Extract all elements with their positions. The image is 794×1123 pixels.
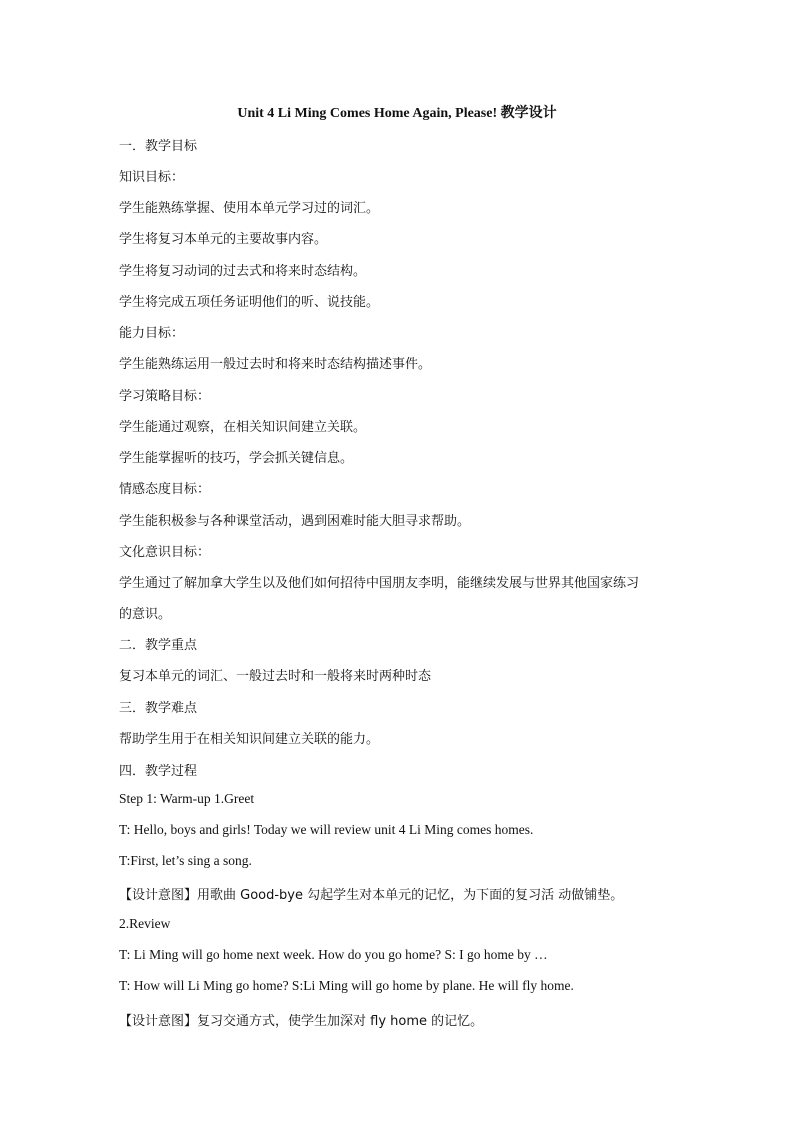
paragraph-line: 学生将复习本单元的主要故事内容。 [119,232,328,247]
step-heading: Step 1: Warm-up 1.Greet [119,791,255,806]
subheading-strategy-goals: 学习策略目标： [119,389,211,404]
design-intent-note: 【设计意图】用歌曲 Good-bye 勾起学生对本单元的记忆，为下面的复习活 动做铺垫。 [119,888,624,903]
paragraph-line: 学生能通过观察，在相关知识间建立关联。 [119,420,367,435]
paragraph-line: 学生将复习动词的过去式和将来时态结构。 [119,264,367,279]
dialogue-line: T:First, let’s sing a song. [119,853,252,868]
section-heading-key-points: 二．教学重点 [119,638,198,653]
subheading-knowledge-goals: 知识目标： [119,170,185,185]
paragraph-line: 学生能掌握听的技巧，学会抓关键信息。 [119,451,354,466]
paragraph-line: 学生能熟练掌握、使用本单元学习过的词汇。 [119,201,380,216]
paragraph-line: 学生能熟练运用一般过去时和将来时态结构描述事件。 [119,357,432,372]
dialogue-line: T: Li Ming will go home next week. How do you go home? S: I go home by … [119,947,548,962]
dialogue-line: T: How will Li Ming go home? S:Li Ming will go home by plane. He will fly home. [119,978,574,993]
document-title: Unit 4 Li Ming Comes Home Again, Please! 教学设计 [237,106,557,121]
paragraph-line: 学生能积极参与各种课堂活动，遇到困难时能大胆寻求帮助。 [119,514,471,529]
section-heading-difficulties: 三．教学难点 [119,701,198,716]
design-intent-note: 【设计意图】复习交通方式，使学生加深对 fly home 的记忆。 [119,1014,484,1029]
subheading-attitude-goals: 情感态度目标： [119,482,211,497]
step-heading: 2.Review [119,916,171,931]
subheading-ability-goals: 能力目标： [119,326,185,341]
dialogue-line: T: Hello, boys and girls! Today we will review unit 4 Li Ming comes homes. [119,822,534,837]
paragraph-line: 的意识。 [119,607,172,622]
section-heading-teaching-goals: 一．教学目标 [119,139,198,154]
section-heading-teaching-process: 四．教学过程 [119,764,198,779]
subheading-culture-goals: 文化意识目标： [119,545,211,560]
paragraph-line: 学生通过了解加拿大学生以及他们如何招待中国朋友李明，能继续发展与世界其他国家练习 [119,576,640,591]
paragraph-line: 复习本单元的词汇、一般过去时和一般将来时两种时态 [119,669,432,684]
paragraph-line: 帮助学生用于在相关知识间建立关联的能力。 [119,732,380,747]
paragraph-line: 学生将完成五项任务证明他们的听、说技能。 [119,295,380,310]
